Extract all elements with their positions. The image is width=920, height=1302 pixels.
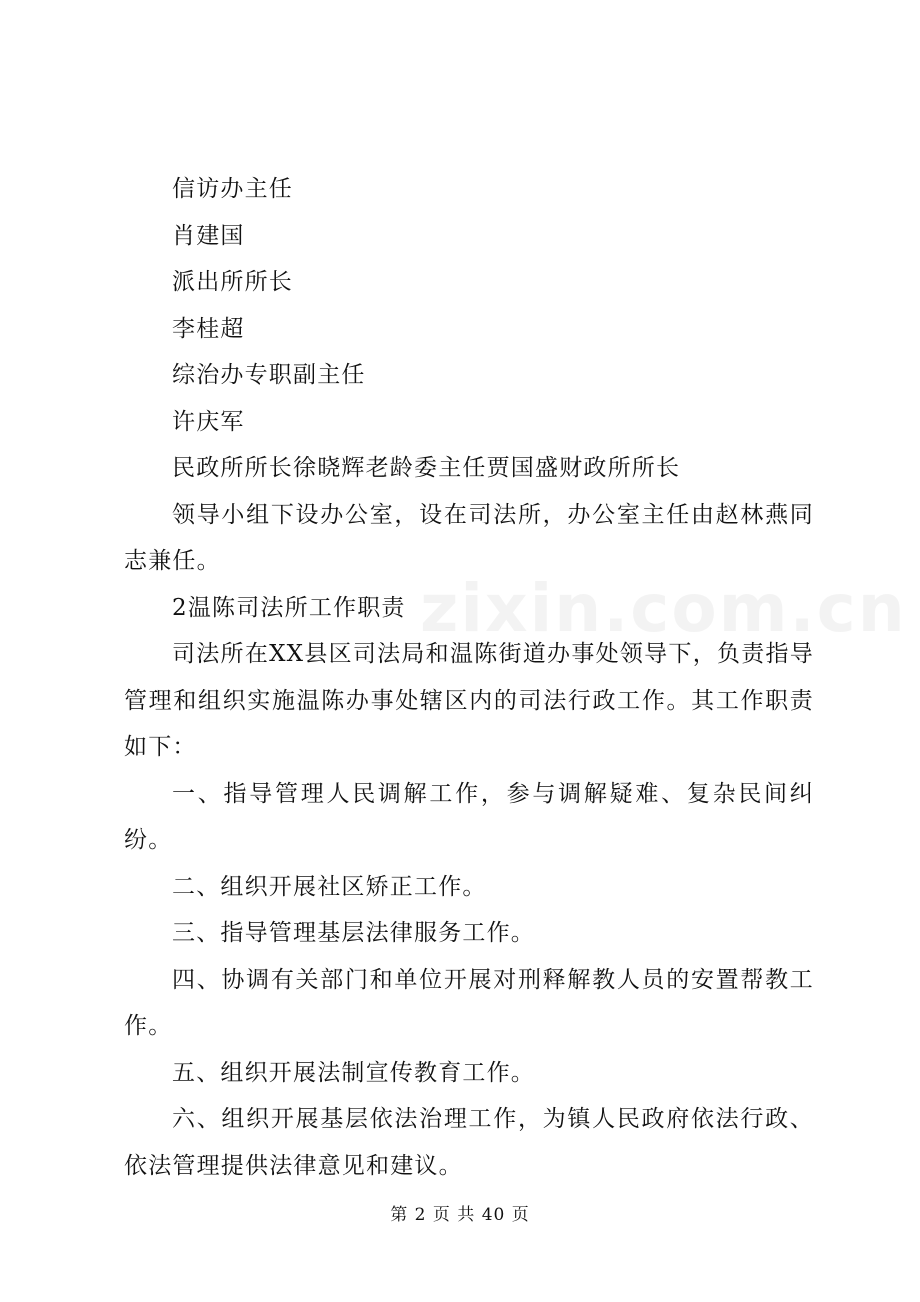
text-line: 综治办专职副主任 [172, 362, 366, 388]
duty-item: 六、组织开展基层依法治理工作，为镇人民政府依法行政、依法管理提供法律意见和建议。 [124, 1106, 814, 1179]
duty-item: 一、指导管理人民调解工作，参与调解疑难、复杂民间纠纷。 [124, 780, 814, 853]
section-title: 2温陈司法所工作职责 [172, 594, 406, 621]
duty-item: 五、组织开展法制宣传教育工作。 [172, 1059, 535, 1086]
paragraph-office: 领导小组下设办公室，设在司法所，办公室主任由赵林燕同志兼任。 [124, 501, 814, 574]
watermark: zixin.com.cn [420, 570, 907, 647]
duty-item: 三、指导管理基层法律服务工作。 [172, 920, 535, 946]
text-line: 信访办主任 [172, 176, 293, 202]
duty-item: 二、组织开展社区矫正工作。 [172, 873, 487, 900]
text-line: 许庆军 [172, 408, 245, 435]
document-body [124, 166, 814, 1189]
duty-item: 四、协调有关部门和单位开展对刑释解教人员的安置帮教工作。 [124, 966, 814, 1039]
text-line: 派出所所长 [172, 269, 293, 295]
paragraph-duties-intro: 司法所在XX县区司法局和温陈街道办事处领导下，负责指导管理和组织实施温陈办事处辖区内的司法行政工作。其工作职责如下： [124, 641, 814, 760]
text-line: 民政所所长徐晓辉老龄委主任贾国盛财政所所长 [172, 455, 681, 481]
text-line: 肖建国 [172, 222, 245, 249]
page-footer: 第 2 页 共 40 页 [390, 1205, 530, 1225]
text-line: 李桂超 [172, 315, 245, 342]
